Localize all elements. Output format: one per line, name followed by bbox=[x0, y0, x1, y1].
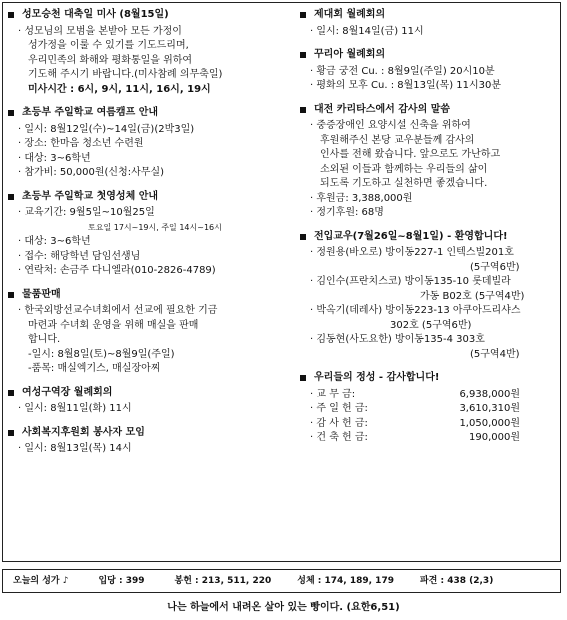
section-legion-meeting bbox=[300, 8, 558, 39]
left-column bbox=[8, 8, 288, 466]
text-line: · 황금 궁전 Cu. : 8월9일(주일) 20시10분 bbox=[310, 65, 495, 77]
text-line: · 장소: 한마음 청소년 수련원 bbox=[18, 138, 144, 149]
hymn-bar bbox=[2, 569, 561, 593]
text-line: -품목: 매실엑기스, 매실장아찌 bbox=[28, 363, 161, 374]
text-line: · 정기후원: 68명 bbox=[310, 207, 384, 218]
offering-label: · 교 무 금: bbox=[310, 388, 356, 400]
text-line: (5구역6반) bbox=[470, 261, 520, 273]
section-title: 초등부 주일학교 첫영성체 안내 bbox=[22, 190, 159, 202]
text-line: · 일시: 8월12일(수)~14일(금)(2박3일) bbox=[18, 123, 195, 135]
square-bullet-icon bbox=[8, 292, 14, 298]
section-title: 물품판매 bbox=[22, 288, 61, 300]
offering-value: 3,610,310원 bbox=[459, 403, 520, 414]
text-line: (5구역4반) bbox=[470, 348, 520, 360]
text-line: -일시: 8월8일(토)~8월9일(주일) bbox=[28, 348, 175, 360]
text-line: · 대상: 3~6학년 bbox=[18, 236, 91, 247]
section-newcomers bbox=[300, 230, 558, 363]
square-bullet-icon bbox=[300, 375, 306, 381]
square-bullet-icon bbox=[8, 390, 14, 396]
text-line: 소외된 이들과 함께하는 우리들의 삶이 bbox=[320, 163, 488, 175]
section-title: 전입교우(7월26일~8월1일) - 환영합니다! bbox=[314, 230, 508, 242]
square-bullet-icon bbox=[300, 234, 306, 240]
text-line: 되도록 기도하고 실천하면 좋겠습니다. bbox=[320, 178, 488, 189]
section-title: 꾸리아 월례회의 bbox=[314, 49, 386, 60]
text-line: 마련과 수녀회 운영을 위해 매실을 판매 bbox=[28, 319, 199, 331]
text-line: · 일시: 8월13일(목) 14시 bbox=[18, 443, 132, 454]
square-bullet-icon bbox=[8, 12, 14, 18]
offering-value: 1,050,000원 bbox=[459, 417, 520, 429]
section-welfare-meeting bbox=[8, 426, 288, 457]
text-line: · 김인수(프란치스코) 방이동135-10 롯데빌라 bbox=[310, 276, 511, 287]
text-line: · 대상: 3~6학년 bbox=[18, 152, 91, 164]
section-summer-camp bbox=[8, 106, 288, 181]
text-line: 인사를 전해 왔습니다. 앞으로도 가난하고 bbox=[320, 149, 501, 160]
section-first-communion bbox=[8, 190, 288, 279]
text-line: · 한국외방선교수녀회에서 선교에 필요한 기금 bbox=[18, 305, 218, 316]
section-curia-meeting bbox=[300, 48, 558, 94]
square-bullet-icon bbox=[8, 194, 14, 200]
offering-label: · 감 사 헌 금: bbox=[310, 417, 368, 429]
square-bullet-icon bbox=[8, 430, 14, 436]
offering-row bbox=[300, 402, 558, 417]
text-line: 가동 B02호 (5구역4반) bbox=[420, 290, 525, 302]
right-column bbox=[300, 8, 558, 455]
square-bullet-icon bbox=[300, 12, 306, 18]
offering-row bbox=[300, 417, 558, 432]
text-line: · 후원금: 3,388,000원 bbox=[310, 192, 413, 204]
text-line: · 일시: 8월11일(화) 11시 bbox=[18, 403, 132, 414]
text-line: 성가정을 이룰 수 있기를 기도드리며, bbox=[28, 40, 189, 51]
text-line: 후원해주신 본당 교우분들께 감사의 bbox=[320, 134, 475, 146]
section-title: 성모승천 대축일 미사 (8월15일) bbox=[22, 9, 169, 20]
offering-label: · 건 축 헌 금: bbox=[310, 432, 368, 443]
square-bullet-icon bbox=[300, 52, 306, 58]
section-offering bbox=[300, 371, 558, 446]
hymn-label: 오늘의 성가 ♪ bbox=[13, 575, 69, 586]
text-line: · 접수: 해당학년 담임선생님 bbox=[18, 250, 141, 262]
section-caritas-thanks bbox=[300, 103, 558, 221]
text-line: · 김동현(사도요한) 방이동135-4 303호 bbox=[310, 334, 485, 345]
section-title: 초등부 주일학교 여름캠프 안내 bbox=[22, 107, 159, 118]
hymn-offertory: 봉헌 : 213, 511, 220 bbox=[174, 575, 272, 586]
text-line: · 평화의 모후 Cu. : 8월13일(목) 11시30분 bbox=[310, 80, 502, 91]
hymn-entrance: 입당 : 399 bbox=[98, 575, 145, 586]
offering-label: · 주 일 헌 금: bbox=[310, 403, 368, 414]
square-bullet-icon bbox=[300, 107, 306, 113]
text-line: · 연락처: 손금주 다니엘라(010-2826-4789) bbox=[18, 265, 216, 276]
square-bullet-icon bbox=[8, 110, 14, 116]
text-line: · 성모님의 모범을 본받아 모든 가정이 bbox=[18, 25, 182, 37]
offering-value: 6,938,000원 bbox=[459, 388, 520, 400]
text-line: · 박옥기(데레사) 방이동223-13 아쿠아드리샤스 bbox=[310, 305, 521, 316]
scripture-verse: 나는 하늘에서 내려온 살아 있는 빵이다. (요한6,51) bbox=[167, 602, 400, 613]
section-title: 사회복지후원회 봉사자 모임 bbox=[22, 426, 145, 438]
text-line: · 중증장애인 요양시설 신축을 위하여 bbox=[310, 120, 471, 131]
text-line: · 정원용(바오로) 방이동227-1 인텍스빌201호 bbox=[310, 247, 514, 258]
section-assumption-mass bbox=[8, 8, 288, 97]
text-line: · 교육기간: 9월5일~10월25일 bbox=[18, 207, 155, 218]
text-line: 토요일 17시~19시, 주일 14시~16시 bbox=[88, 222, 222, 232]
section-title: 여성구역장 월례회의 bbox=[22, 386, 113, 398]
hymn-recessional: 파견 : 438 (2,3) bbox=[419, 575, 494, 586]
section-women-meeting bbox=[8, 386, 288, 417]
offering-value: 190,000원 bbox=[468, 432, 520, 443]
text-line: · 일시: 8월14일(금) 11시 bbox=[310, 25, 424, 37]
section-title: 제대회 월례회의 bbox=[314, 9, 386, 20]
offering-row bbox=[300, 431, 558, 446]
text-line: 합니다. bbox=[28, 334, 61, 345]
section-title: 대전 카리타스에서 감사의 말씀 bbox=[314, 103, 451, 115]
text-line: 302호 (5구역6반) bbox=[390, 319, 472, 331]
mass-times: 미사시간 : 6시, 9시, 11시, 16시, 19시 bbox=[28, 83, 211, 95]
text-line: 우리민족의 화해와 평화통일을 위하여 bbox=[28, 54, 193, 66]
text-line: 기도해 주시기 바랍니다.(미사참례 의무축일) bbox=[28, 69, 223, 80]
text-line: · 참가비: 50,000원(신청:사무실) bbox=[18, 167, 165, 178]
section-title: 우리들의 정성 - 감사합니다! bbox=[314, 372, 440, 383]
section-goods-sale bbox=[8, 288, 288, 377]
hymn-communion: 성체 : 174, 189, 179 bbox=[297, 575, 394, 586]
offering-row bbox=[300, 388, 558, 403]
